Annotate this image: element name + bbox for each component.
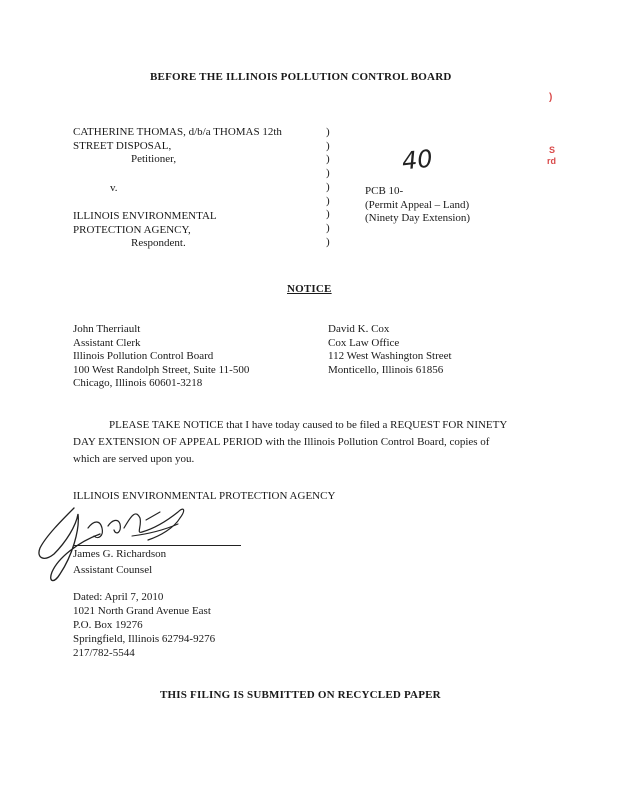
paragraph-line-3: which are served upon you.	[73, 453, 195, 465]
stamp-fragment-1: S	[549, 145, 556, 155]
addressee-right-2: Cox Law Office	[328, 336, 400, 349]
dated-line: Dated: April 7, 2010	[73, 591, 164, 603]
stamp-mark: )	[549, 92, 553, 103]
caption-parens	[326, 126, 330, 249]
respondent-role: Respondent.	[131, 237, 186, 249]
notice-paragraph	[73, 417, 551, 468]
addressee-right-4: Monticello, Illinois 61856	[328, 363, 444, 376]
case-type: (Permit Appeal – Land)	[365, 198, 470, 211]
address-line-2: P.O. Box 19276	[73, 619, 143, 631]
document-title: BEFORE THE ILLINOIS POLLUTION CONTROL BOARD	[150, 71, 452, 83]
respondent-line-2: PROTECTION AGENCY,	[73, 223, 191, 236]
addressee-left-1: John Therriault	[73, 323, 141, 335]
notice-heading: NOTICE	[287, 283, 332, 295]
paren-9: )	[326, 235, 330, 248]
stamp-fragment-2: rd	[547, 156, 556, 166]
paren-8: )	[326, 221, 330, 234]
paren-7: )	[326, 208, 330, 221]
addressee-left	[73, 323, 249, 391]
dated-block	[73, 590, 215, 660]
paren-3: )	[326, 153, 330, 166]
phone-line: 217/782-5544	[73, 647, 135, 659]
case-number: PCB 10-	[365, 185, 404, 197]
respondent-line-1: ILLINOIS ENVIRONMENTAL	[73, 210, 217, 222]
addressee-right-3: 112 West Washington Street	[328, 350, 452, 362]
petitioner-role: Petitioner,	[131, 153, 177, 165]
case-extension: (Ninety Day Extension)	[365, 212, 471, 224]
petitioner-line-2: STREET DISPOSAL,	[73, 139, 172, 152]
petitioner-block	[73, 126, 282, 167]
signer-title: Assistant Counsel	[73, 563, 153, 576]
recycled-paper-footer: THIS FILING IS SUBMITTED ON RECYCLED PAPER	[160, 689, 441, 701]
versus-label: v.	[110, 182, 118, 194]
respondent-block	[73, 210, 217, 251]
addressee-left-4: 100 West Randolph Street, Suite 11-500	[73, 363, 250, 376]
addressee-right	[328, 323, 452, 377]
signature-line	[73, 545, 241, 546]
signer-name: James G. Richardson	[73, 548, 167, 560]
signature-agency: ILLINOIS ENVIRONMENTAL PROTECTION AGENCY	[73, 490, 336, 502]
paragraph-line-1: PLEASE TAKE NOTICE that I have today caused to be filed a REQUEST FOR NINETY	[109, 419, 508, 431]
handwritten-case-number: 40	[400, 144, 434, 176]
addressee-left-2: Assistant Clerk	[73, 336, 141, 349]
address-line-1: 1021 North Grand Avenue East	[73, 605, 211, 617]
paren-2: )	[326, 139, 330, 152]
paren-1: )	[326, 126, 330, 138]
paren-6: )	[326, 194, 330, 207]
addressee-right-1: David K. Cox	[328, 323, 390, 335]
addressee-left-5: Chicago, Illinois 60601-3218	[73, 377, 203, 389]
paren-5: )	[326, 180, 330, 193]
address-line-3: Springfield, Illinois 62794-9276	[73, 633, 216, 645]
paren-4: )	[326, 167, 330, 180]
case-info	[365, 185, 470, 226]
signer-block	[73, 548, 166, 577]
paragraph-line-2: DAY EXTENSION OF APPEAL PERIOD with the Illinois Pollution Control Board, copies of	[73, 436, 490, 448]
petitioner-line-1: CATHERINE THOMAS, d/b/a THOMAS 12th	[73, 126, 282, 138]
addressee-left-3: Illinois Pollution Control Board	[73, 350, 214, 362]
